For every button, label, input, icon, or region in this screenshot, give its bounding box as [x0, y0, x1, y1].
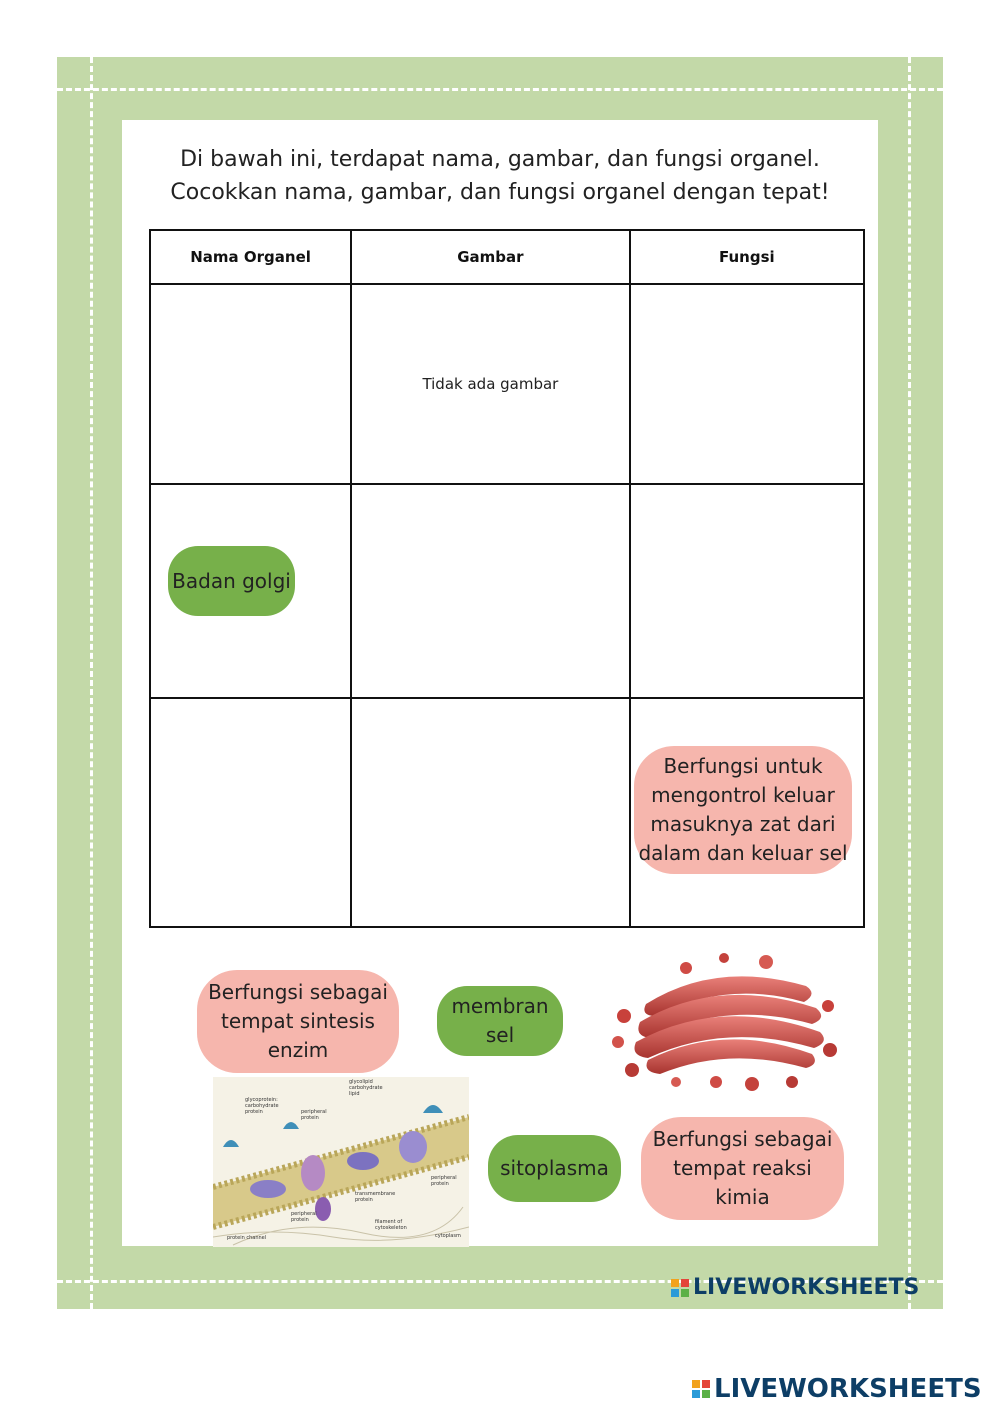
- card-badan-golgi: Badan golgi: [168, 546, 295, 616]
- membrane-label: cytoplasm: [435, 1233, 461, 1239]
- table-header-row: [150, 230, 864, 284]
- golgi-apparatus-image: [606, 946, 838, 1094]
- membrane-label: peripheral protein: [291, 1211, 317, 1223]
- draggable-card-fungsi-reaksi[interactable]: Berfungsi sebagai tempat reaksi kimia: [641, 1117, 844, 1220]
- drop-cell-function-2[interactable]: [630, 484, 864, 698]
- membrane-label: peripheral protein: [301, 1109, 327, 1121]
- brand-outer-text: LIVEWORKSHEETS: [714, 1374, 982, 1404]
- header-fungsi: Fungsi: [630, 230, 864, 284]
- logo-icon: [671, 1279, 689, 1297]
- drop-cell-name-3[interactable]: [150, 698, 351, 927]
- no-image-text: Tidak ada gambar: [422, 375, 559, 393]
- instructions-line-2: Cocokkan nama, gambar, dan fungsi organel dengan tepat!: [170, 180, 830, 205]
- draggable-card-sitoplasma[interactable]: sitoplasma: [488, 1135, 621, 1202]
- membrane-label: filament of cytoskeleton: [375, 1219, 407, 1231]
- logo-icon: [692, 1380, 710, 1398]
- instructions-line-1: Di bawah ini, terdapat nama, gambar, dan fungsi organel.: [180, 147, 820, 172]
- membrane-label: protein channel: [227, 1235, 267, 1241]
- membrane-label: glycolipid carbohydrate lipid: [349, 1079, 383, 1097]
- instructions: [122, 143, 878, 209]
- draggable-card-fungsi-enzim[interactable]: Berfungsi sebagai tempat sintesis enzim: [197, 970, 399, 1073]
- image-cell-1: [351, 284, 630, 484]
- drop-cell-name-1[interactable]: [150, 284, 351, 484]
- membrane-label: glycoprotein: carbohydrate protein: [245, 1097, 279, 1115]
- draggable-card-membran-sel[interactable]: membran sel: [437, 986, 563, 1056]
- frame-dash-right: [908, 57, 911, 1309]
- brand-inner-text: LIVEWORKSHEETS: [693, 1275, 920, 1300]
- draggable-image-golgi[interactable]: [606, 946, 838, 1094]
- drop-cell-function-1[interactable]: [630, 284, 864, 484]
- header-nama-organel: Nama Organel: [150, 230, 351, 284]
- table-row: [150, 284, 864, 484]
- frame-dash-top: [57, 88, 943, 91]
- frame-dash-left: [90, 57, 93, 1309]
- draggable-image-membran[interactable]: [213, 1077, 469, 1247]
- card-fungsi-membran: Berfungsi untuk mengontrol keluar masuknya zat dari dalam dan keluar sel: [634, 746, 852, 874]
- header-gambar: Gambar: [351, 230, 630, 284]
- membrane-label: transmembrane protein: [355, 1191, 396, 1203]
- brand-inner: [671, 1275, 919, 1300]
- drop-cell-image-3[interactable]: [351, 698, 630, 927]
- brand-outer: [692, 1374, 982, 1404]
- membrane-label: peripheral protein: [431, 1175, 457, 1187]
- drop-cell-image-2[interactable]: [351, 484, 630, 698]
